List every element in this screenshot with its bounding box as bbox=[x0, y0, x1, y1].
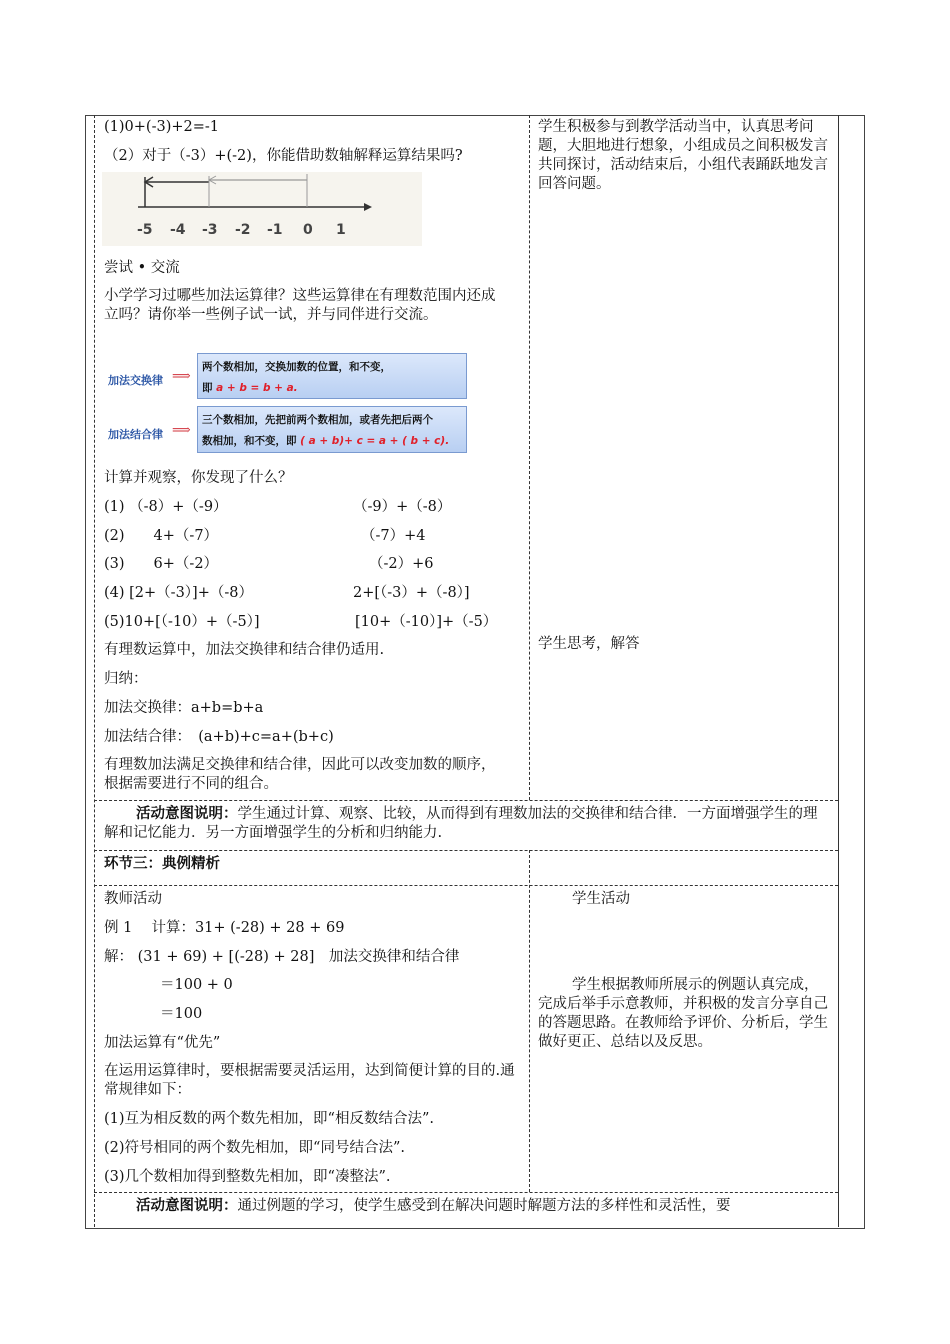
inner-left-border bbox=[94, 115, 95, 1227]
question-line: （2）对于（-3）+(-2)，你能借助数轴解释运算结果吗? bbox=[104, 148, 463, 164]
exercise-b: （-7）+4 bbox=[361, 528, 426, 544]
example: 例 1 计算：31+ (-28) + 28 + 69 bbox=[104, 920, 345, 936]
row-divider bbox=[94, 800, 838, 801]
inner-right-border bbox=[838, 115, 839, 1227]
intent-text: 通过例题的学习，使学生感受到在解决问题时解题方法的多样性和灵活性，要 bbox=[237, 1198, 731, 1214]
student-activity-text: 学生根据教师所展示的例题认真完成，完成后举手示意教师，并积极的发言分享自己的答题思路。在教师给予评价、分析后，学生做好更正、总结以及反思。 bbox=[538, 977, 828, 1050]
paragraph: 有理数加法满足交换律和结合律，因此可以改变加数的顺序，根据需要进行不同的组合。 bbox=[104, 757, 496, 792]
intent-text: 学生通过计算、观察、比较，从而得到有理数加法的交换律和结合律．一方面增强学生的理解和记忆能力．另一方面增强学生的分析和归纳能力. bbox=[104, 806, 818, 841]
exercise-a: (2) 4+（-7） bbox=[104, 528, 219, 544]
tick-label: -4 bbox=[170, 222, 186, 238]
solution-step: ＝100 + 0 bbox=[160, 977, 233, 993]
law-formula: a + b = b + a. bbox=[216, 382, 298, 394]
exercise-b: （-9）+（-8） bbox=[353, 499, 452, 515]
activity-intent bbox=[104, 805, 831, 843]
column-divider bbox=[529, 850, 530, 1192]
law-box-associative bbox=[197, 406, 467, 453]
column-divider bbox=[529, 115, 530, 800]
row-divider bbox=[94, 850, 838, 851]
law-text: 两个数相加，交换加数的位置，和不变， bbox=[202, 361, 391, 373]
associative-law: 加法结合律： (a+b)+c=a+(b+c) bbox=[104, 729, 334, 745]
rule-item: (1)互为相反数的两个数先相加，即“相反数结合法”. bbox=[104, 1111, 434, 1127]
rule-intro: 在运用运算律时，要根据需要灵活运用，达到简便计算的目的.通常规律如下： bbox=[104, 1063, 515, 1098]
law-label: 加法交换律 bbox=[108, 374, 163, 387]
solution: 解： (31 + 69) + [(-28) + 28] 加法交换律和结合律 bbox=[104, 949, 460, 965]
tick-label: -2 bbox=[235, 222, 251, 238]
exercise-a: (5)10+[（-10）+（-5）] bbox=[104, 614, 260, 630]
conclusion: 有理数运算中，加法交换律和结合律仍适用. bbox=[104, 642, 385, 658]
commutative-law: 加法交换律：a+b=b+a bbox=[104, 700, 264, 716]
student-activity-text: 学生思考，解答 bbox=[538, 636, 640, 652]
teacher-activity-heading: 教师活动 bbox=[104, 891, 162, 907]
tick-label: -3 bbox=[202, 222, 218, 238]
law-box-commutative bbox=[197, 353, 467, 399]
equation-line: (1)0+(-3)+2=-1 bbox=[104, 119, 220, 135]
rule-item: (2)符号相同的两个数先相加，即“同号结合法”. bbox=[104, 1140, 405, 1156]
section-title: 环节三：典例精析 bbox=[104, 856, 220, 872]
exercise-b: （-2）+6 bbox=[369, 556, 434, 572]
number-line-figure bbox=[102, 172, 422, 246]
intent-label: 活动意图说明： bbox=[136, 806, 238, 822]
summary-title: 归纳： bbox=[104, 671, 148, 687]
exercise-a: (3) 6+（-2） bbox=[104, 556, 219, 572]
law-text: 即 bbox=[202, 382, 217, 394]
section-heading: 尝试 • 交流 bbox=[104, 260, 180, 276]
law-label: 加法结合律 bbox=[108, 428, 163, 441]
activity-intent bbox=[104, 1197, 831, 1216]
intent-label: 活动意图说明： bbox=[136, 1198, 238, 1214]
priority-note: 加法运算有“优先” bbox=[104, 1035, 221, 1051]
arrow-right-icon: ⟹ bbox=[172, 369, 191, 384]
law-text: 数相加，和不变，即 bbox=[202, 435, 301, 447]
prompt: 计算并观察，你发现了什么？ bbox=[104, 470, 293, 486]
exercise-a: (1) （-8）+（-9） bbox=[104, 499, 228, 515]
law-text: 三个数相加，先把前两个数相加，或者先把后两个 bbox=[202, 414, 433, 426]
solution-step: ＝100 bbox=[160, 1006, 203, 1022]
rule-item: (3)几个数相加得到整数先相加，即“凑整法”. bbox=[104, 1169, 391, 1185]
exercise-b: 2+[（-3）+（-8）] bbox=[353, 585, 470, 601]
row-divider bbox=[94, 885, 838, 886]
tick-label: 0 bbox=[303, 222, 313, 238]
tick-label: 1 bbox=[336, 222, 346, 238]
student-activity-heading: 学生活动 bbox=[572, 891, 630, 907]
paragraph: 小学学习过哪些加法运算律？这些运算律在有理数范围内还成立吗？请你举一些例子试一试，并与同伴进行交流。 bbox=[104, 288, 496, 323]
exercise-b: [10+（-10）]+（-5） bbox=[355, 614, 498, 630]
tick-label: -1 bbox=[267, 222, 283, 238]
arrow-right-icon: ⟹ bbox=[172, 423, 191, 438]
law-formula: ( a + b)+ c = a + ( b + c). bbox=[300, 435, 450, 447]
tick-label: -5 bbox=[137, 222, 153, 238]
student-activity-text: 学生积极参与到教学活动当中，认真思考问题，大胆地进行想象，小组成员之间积极发言共同探讨，活动结束后，小组代表踊跃地发言回答问题。 bbox=[538, 119, 828, 192]
row-divider bbox=[94, 1192, 838, 1193]
exercise-a: (4) [2+（-3）]+（-8） bbox=[104, 585, 253, 601]
